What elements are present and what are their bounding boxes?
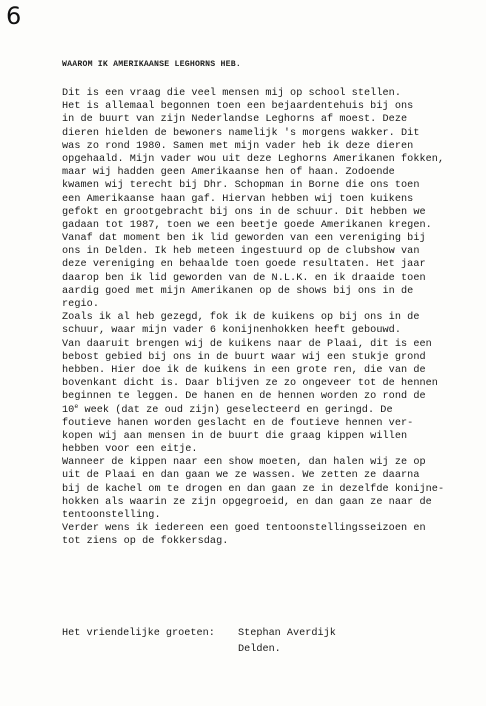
- text-line: Dit is een vraag die veel mensen mij op school stellen.: [62, 88, 401, 99]
- week-number: 10: [62, 404, 75, 416]
- text-line: Van daaruit brengen wij de kuikens naar de Plaai, dit is een: [62, 338, 432, 350]
- text-line: daarop ben ik lid geworden van de N.L.K. en ik draaide toen: [62, 272, 426, 284]
- text-line: hebben. Hier doe ik de kuikens in een grote ren, die van de: [62, 364, 426, 376]
- signature-name: Stephan Averdijk: [238, 628, 336, 639]
- text-line: bovenkant dicht is. Daar blijven ze zo ongeveer tot de hennen: [62, 378, 438, 390]
- text-line: Verder wens ik iedereen een goed tentoonstellingsseizoen en: [62, 523, 426, 535]
- text-line: was zo rond 1980. Samen met mijn vader heb ik deze dieren: [62, 140, 414, 152]
- text-line: een Amerikaanse haan gaf. Hiervan hebben wij toen kuikens: [62, 193, 414, 205]
- closing-greeting: Het vriendelijke groeten:: [62, 628, 215, 639]
- text-line: Vanaf dat moment ben ik lid geworden van een vereniging bij: [62, 233, 426, 245]
- text-line: dieren hielden de bewoners namelijk 's morgens wakker. Dit: [62, 127, 420, 139]
- paragraph-2: [62, 311, 472, 456]
- text-line: regio.: [62, 299, 99, 310]
- text-line: kopen wij aan mensen in de buurt die graag kippen willen: [62, 430, 408, 442]
- text-line: gefokt en grootgebracht bij ons in de schuur. Dit hebben we: [62, 206, 426, 218]
- text-line: gadaan tot 1987, toen we een beetje goede Amerikanen kregen.: [62, 219, 432, 231]
- text-line: hebben voor een eitje.: [62, 444, 198, 456]
- text-line: Het is allemaal begonnen toen een bejaardentehuis bij ons: [62, 101, 414, 113]
- text-line: tot ziens op de fokkersdag.: [62, 536, 229, 548]
- text-line: hokken als waarin ze zijn opgegroeid, en dan gaan ze naar de: [62, 496, 432, 508]
- text-line: beginnen te leggen. De hanen en de hennen worden zo rond de: [62, 391, 426, 403]
- closing-row: [62, 642, 472, 658]
- document-title: WAAROM IK AMERIKAANSE LEGHORNS HEB.: [62, 60, 241, 69]
- text-line: bij de kachel om te drogen en dan gaan ze in dezelfde konijne-: [62, 483, 445, 495]
- text-line: Zoals ik al heb gezegd, fok ik de kuikens op bij ons in de: [62, 312, 420, 324]
- body-text: [62, 87, 472, 549]
- text-line: in de buurt van zijn Nederlandse Leghorns af moest. Deze: [62, 114, 408, 126]
- closing-block: [62, 626, 472, 658]
- text-line: kwamen wij terecht bij Dhr. Schopman in Borne die ons toen: [62, 180, 420, 192]
- text-line: tentoonstelling.: [62, 510, 161, 521]
- text-line: deze vereniging en behaalde toen goede resultaten. Het jaar: [62, 259, 426, 271]
- paragraph-1: [62, 87, 472, 311]
- page-number: 6: [6, 2, 22, 30]
- text-line: schuur, waar mijn vader 6 konijnenhokken heeft gebouwd.: [62, 325, 401, 337]
- text-line: opgehaald. Mijn vader wou uit deze Leghorns Amerikanen fokken,: [62, 153, 445, 165]
- text-line: foutieve hanen worden geslacht en de foutieve hennen ver-: [62, 417, 414, 429]
- text-line: aardig goed met mijn Amerikanen op de shows bij ons in de: [62, 285, 414, 297]
- text-line: maar wij hadden geen Amerikaanse hen of haan. Zodoende: [62, 167, 395, 179]
- text-line-week: [62, 404, 472, 417]
- text-line: Wanneer de kippen naar een show moeten, dan halen wij ze op: [62, 457, 426, 469]
- signature-place: Delden.: [238, 644, 281, 655]
- week-line-rest: week (dat ze oud zijn) geselecteerd en geringd. De: [78, 404, 393, 416]
- paragraph-3: [62, 456, 472, 548]
- week-superscript: e: [74, 402, 79, 410]
- closing-row: [62, 626, 472, 642]
- text-line: uit de Plaai en dan gaan we ze wassen. We zetten ze daarna: [62, 470, 420, 482]
- text-line: ons in Delden. Ik heb meteen ingestuurd op de clubshow van: [62, 246, 420, 258]
- text-line: bebost gebied bij ons in de buurt waar wij een stukje grond: [62, 351, 426, 363]
